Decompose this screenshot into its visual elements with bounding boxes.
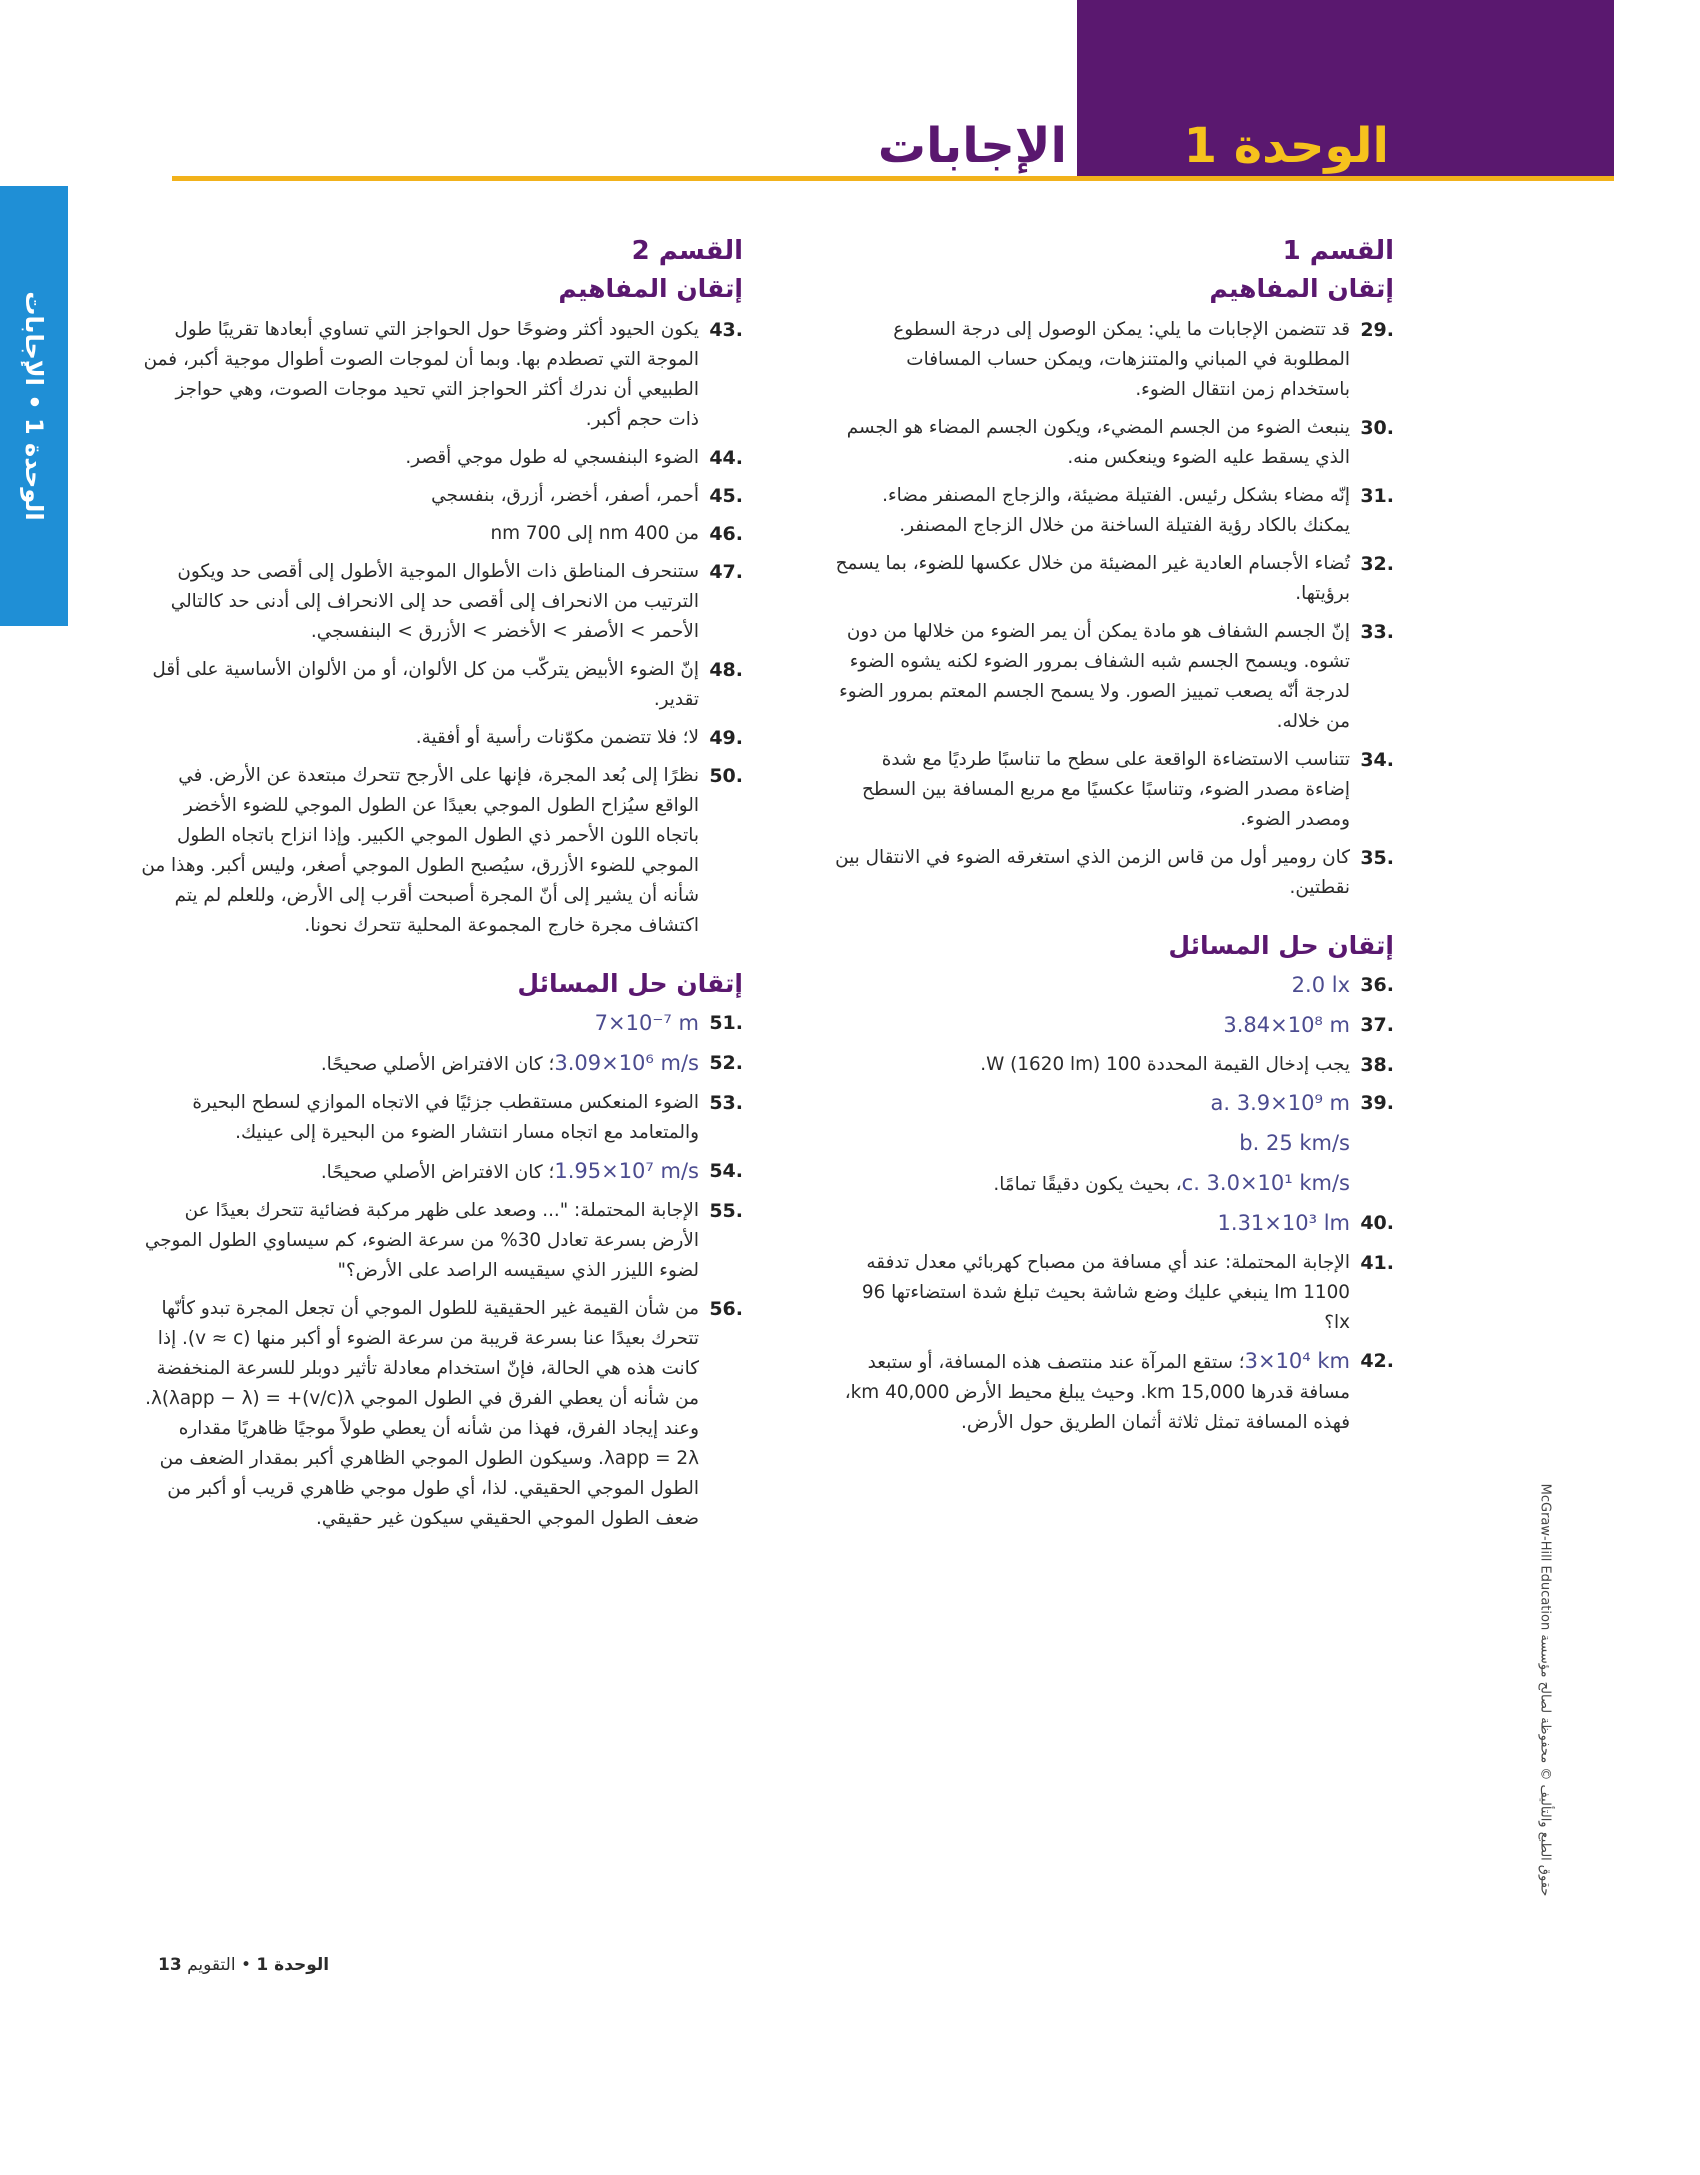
header-title-row bbox=[172, 118, 1614, 178]
answer-value: 1.95×10⁷ m/s bbox=[554, 1159, 699, 1183]
answer-item bbox=[141, 519, 743, 549]
answer-item bbox=[141, 1088, 743, 1148]
answer-item bbox=[834, 1248, 1394, 1338]
answer-text: إنّه مضاء بشكل رئيس. الفتيلة مضيئة، والزجاج المصنفر مضاء. يمكنك بالكاد رؤية الفتيلة الساخنة من خلال الزجاج المصنفر. bbox=[882, 485, 1350, 536]
answer-item bbox=[834, 1128, 1394, 1160]
answer-number: .29 bbox=[1360, 319, 1394, 341]
footer-section: • التقويم bbox=[187, 1955, 251, 1975]
answer-item bbox=[141, 1196, 743, 1286]
answer-number: .38 bbox=[1360, 1054, 1394, 1076]
answer-number: .54 bbox=[709, 1160, 743, 1182]
answer-item bbox=[141, 655, 743, 715]
answer-number: .50 bbox=[709, 765, 743, 787]
answer-item bbox=[141, 1156, 743, 1188]
answer-number: .40 bbox=[1360, 1212, 1394, 1234]
answer-text: قد تتضمن الإجابات ما يلي: يمكن الوصول إلى درجة السطوع المطلوبة في المباني والمتنزهات، ويمكن حساب المسافات باستخدام زمن انتقال الضوء. bbox=[893, 319, 1350, 400]
answer-item bbox=[834, 970, 1394, 1002]
answer-number: .41 bbox=[1360, 1252, 1394, 1274]
answers-column-section-1 bbox=[834, 236, 1394, 1446]
answers-column-section-2 bbox=[141, 236, 743, 1542]
answer-text: كان رومير أول من قاس الزمن الذي استغرقه الضوء في الانتقال بين نقطتين. bbox=[835, 847, 1350, 898]
answer-number: .48 bbox=[709, 659, 743, 681]
answer-text: يكون الحيود أكثر وضوحًا حول الحواجز التي تساوي أبعادها تقريبًا طول الموجة التي تصطدم بها. وبما أن لموجات الصوت أطوال موجية أكبر، فمن الطبيعي أن ندرك أكثر الحواجز التي تحيد موجات الصوت، وهي حواجز ذات حجم أكبر. bbox=[143, 319, 699, 430]
answer-number: .56 bbox=[709, 1298, 743, 1320]
answer-item bbox=[141, 315, 743, 435]
concepts-title: إتقان المفاهيم bbox=[558, 274, 743, 303]
answer-item bbox=[834, 549, 1394, 609]
answer-item bbox=[834, 1346, 1394, 1438]
answer-number: .34 bbox=[1360, 749, 1394, 771]
answer-text: إنّ الضوء الأبيض يتركّب من كل الألوان، أو من الألوان الأساسية على أقل تقدير. bbox=[152, 659, 699, 710]
answer-value: 3×10⁴ km bbox=[1244, 1349, 1350, 1373]
unit-title: الوحدة 1 bbox=[1183, 118, 1389, 174]
answer-number: .37 bbox=[1360, 1014, 1394, 1036]
answer-number: .42 bbox=[1360, 1350, 1394, 1372]
copyright-note: حقوق الطبع والتأليف © محفوظة لصالح مؤسسة McGraw-Hill Education bbox=[1537, 1483, 1553, 1897]
footer-unit: الوحدة 1 bbox=[256, 1955, 330, 1975]
answer-value: a. 3.9×10⁹ m bbox=[1210, 1091, 1350, 1115]
problems-list bbox=[141, 1008, 743, 1534]
answer-item bbox=[834, 1010, 1394, 1042]
answer-text: الضوء المنعكس مستقطب جزئيًا في الاتجاه الموازي لسطح البحيرة والمتعامد مع اتجاه مسار انتشار الضوء من البحيرة إلى عينيك. bbox=[192, 1092, 699, 1143]
answer-value: 2.0 lx bbox=[1291, 973, 1350, 997]
answer-number: .52 bbox=[709, 1052, 743, 1074]
section-title: القسم 1 bbox=[1282, 236, 1394, 266]
answer-value: 3.09×10⁶ m/s bbox=[554, 1051, 699, 1075]
concepts-list bbox=[834, 315, 1394, 903]
answer-text: ؛ كان الافتراض الأصلي صحيحًا. bbox=[320, 1162, 555, 1183]
answer-number: .53 bbox=[709, 1092, 743, 1114]
answer-text: تُضاء الأجسام العادية غير المضيئة من خلال عكسها للضوء، بما يسمح برؤيتها. bbox=[835, 553, 1350, 604]
answer-item bbox=[834, 617, 1394, 737]
answer-item bbox=[141, 1008, 743, 1040]
answer-item bbox=[834, 1168, 1394, 1200]
answer-number: .31 bbox=[1360, 485, 1394, 507]
answer-text: يجب إدخال القيمة المحددة 100 W (1620 lm). bbox=[980, 1054, 1350, 1075]
answer-item bbox=[141, 761, 743, 941]
answer-number: .39 bbox=[1360, 1092, 1394, 1114]
answer-item bbox=[834, 1208, 1394, 1240]
side-tab bbox=[0, 186, 68, 626]
answer-text: الإجابة المحتملة: عند أي مسافة من مصباح كهربائي معدل تدفقه 1100 lm ينبغي عليك وضع شاشة بحيث تبلغ شدة استضاءتها 96 lx؟ bbox=[861, 1252, 1350, 1333]
answer-item bbox=[141, 1294, 743, 1534]
answer-text: الإجابة المحتملة: "... وصعد على ظهر مركبة فضائية تتحرك بعيدًا عن الأرض بسرعة تعادل 30% من سرعة الضوء، كم سيساوي الطول الموجي لضوء الليزر الذي سيقيسه الراصد على الأرض؟" bbox=[144, 1200, 699, 1281]
answer-text: ؛ ستقع المرآة عند منتصف هذه المسافة، أو ستبعد مسافة قدرها 15,000 km. وحيث يبلغ محيط الأرض 40,000 km، فهذه المسافة تمثل ثلاثة أثمان الطريق حول الأرض. bbox=[844, 1352, 1350, 1433]
problems-title: إتقان حل المسائل bbox=[517, 969, 743, 998]
answer-number: .43 bbox=[709, 319, 743, 341]
answer-item bbox=[141, 557, 743, 647]
answer-number: .46 bbox=[709, 523, 743, 545]
answer-value: b. 25 km/s bbox=[1239, 1131, 1350, 1155]
answer-item bbox=[834, 413, 1394, 473]
answer-number: .32 bbox=[1360, 553, 1394, 575]
answer-number: .36 bbox=[1360, 974, 1394, 996]
answers-title: الإجابات bbox=[877, 118, 1067, 174]
answer-value: 1.31×10³ lm bbox=[1217, 1211, 1350, 1235]
answer-text: ؛ كان الافتراض الأصلي صحيحًا. bbox=[320, 1054, 555, 1075]
answer-number: .51 bbox=[709, 1012, 743, 1034]
answer-number: .33 bbox=[1360, 621, 1394, 643]
answer-number: .35 bbox=[1360, 847, 1394, 869]
answer-text: الضوء البنفسجي له طول موجي أقصر. bbox=[405, 447, 699, 468]
problems-list bbox=[834, 970, 1394, 1438]
concepts-title: إتقان المفاهيم bbox=[1209, 274, 1394, 303]
answer-text: نظرًا إلى بُعد المجرة، فإنها على الأرجح تتحرك مبتعدة عن الأرض. في الواقع سيُزاح الطول الموجي بعيدًا عن الطول الموجي للضوء الأخضر باتجاه اللون الأحمر ذي الطول الموجي الكبير. وإذا انزاح باتجاه الطول الموجي للضوء الأزرق، سيُصبح الطول الموجي أصغر، وليس أكبر. وهذا من شأنه أن يشير إلى أنّ المجرة أصبحت أقرب إلى الأرض، وللعلم لم يتم اكتشاف مجرة خارج المجموعة المحلية تتحرك نحونا. bbox=[141, 765, 699, 936]
problems-title: إتقان حل المسائل bbox=[1168, 931, 1394, 960]
answer-number: .55 bbox=[709, 1200, 743, 1222]
answer-text: ، بحيث يكون دقيقًا تمامًا. bbox=[993, 1174, 1182, 1195]
answer-number: .30 bbox=[1360, 417, 1394, 439]
answer-item bbox=[141, 481, 743, 511]
answer-item bbox=[834, 1088, 1394, 1120]
answer-item bbox=[834, 843, 1394, 903]
page-number: 13 bbox=[158, 1955, 182, 1975]
answer-value: 7×10⁻⁷ m bbox=[594, 1011, 699, 1035]
answer-number: .47 bbox=[709, 561, 743, 583]
answer-text: أحمر، أصفر، أخضر، أزرق، بنفسجي bbox=[431, 485, 699, 506]
answer-item bbox=[834, 315, 1394, 405]
answer-text: لا؛ فلا تتضمن مكوّنات رأسية أو أفقية. bbox=[415, 727, 699, 748]
section-title: القسم 2 bbox=[631, 236, 743, 266]
answer-item bbox=[834, 1050, 1394, 1080]
answer-number: .49 bbox=[709, 727, 743, 749]
answer-item bbox=[834, 481, 1394, 541]
answer-value: 3.84×10⁸ m bbox=[1223, 1013, 1350, 1037]
answer-text: من 400 nm إلى 700 nm bbox=[490, 523, 699, 544]
answer-value: c. 3.0×10¹ km/s bbox=[1181, 1171, 1350, 1195]
answer-text: من شأن القيمة غير الحقيقية للطول الموجي أن تجعل المجرة تبدو كأنّها تتحرك بعيدًا عنا بسرعة قريبة من سرعة الضوء أو أكبر منها (v ≈ c). إذا كانت هذه هي الحالة، فإنّ استخدام معادلة تأثير دوبلر للسرعة المنخفضة من شأنه أن يعطي الفرق في الطول الموجي λ(λapp − λ) = +(v/c)λ. وعند إيجاد الفرق، فهذا من شأنه أن يعطي طولاً موجيًا ظاهريًا مقداره λapp = 2λ. وسيكون الطول الموجي الظاهري أكبر بمقدار الضعف من الطول الموجي الحقيقي. لذا، أي طول موجي ظاهري قريب أو أكبر من ضعف الطول الموجي الحقيقي سيكون غير حقيقي. bbox=[145, 1298, 699, 1529]
answer-item bbox=[141, 443, 743, 473]
answer-text: ينبعث الضوء من الجسم المضيء، ويكون الجسم المضاء هو الجسم الذي يسقط عليه الضوء وينعكس منه. bbox=[846, 417, 1350, 468]
answer-item bbox=[834, 745, 1394, 835]
side-tab-label: الوحدة 1 • الإجابات bbox=[20, 291, 48, 521]
answer-number: .45 bbox=[709, 485, 743, 507]
concepts-list bbox=[141, 315, 743, 941]
page-footer bbox=[140, 1955, 329, 1975]
answer-text: ستنحرف المناطق ذات الأطوال الموجية الأطول إلى أقصى حد ويكون الترتيب من الانحراف إلى أقصى حد إلى الانحراف إلى أدنى حد كالتالي الأحمر > الأصفر > الأخضر > الأزرق > البنفسجي. bbox=[170, 561, 699, 642]
answer-item bbox=[141, 723, 743, 753]
answer-text: إنّ الجسم الشفاف هو مادة يمكن أن يمر الضوء من خلالها من دون تشوه. ويسمح الجسم شبه الشفاف بمرور الضوء لكنه يشوه الضوء لدرجة أنّه يصعب تمييز الصور. ولا يسمح الجسم المعتم بمرور الضوء من خلاله. bbox=[839, 621, 1350, 732]
answer-text: تتناسب الاستضاءة الواقعة على سطح ما تناسبًا طرديًا مع شدة إضاءة مصدر الضوء، وتناسبًا عكسيًا مع مربع المسافة بين السطح ومصدر الضوء. bbox=[862, 749, 1350, 830]
answer-item bbox=[141, 1048, 743, 1080]
answer-number: .44 bbox=[709, 447, 743, 469]
